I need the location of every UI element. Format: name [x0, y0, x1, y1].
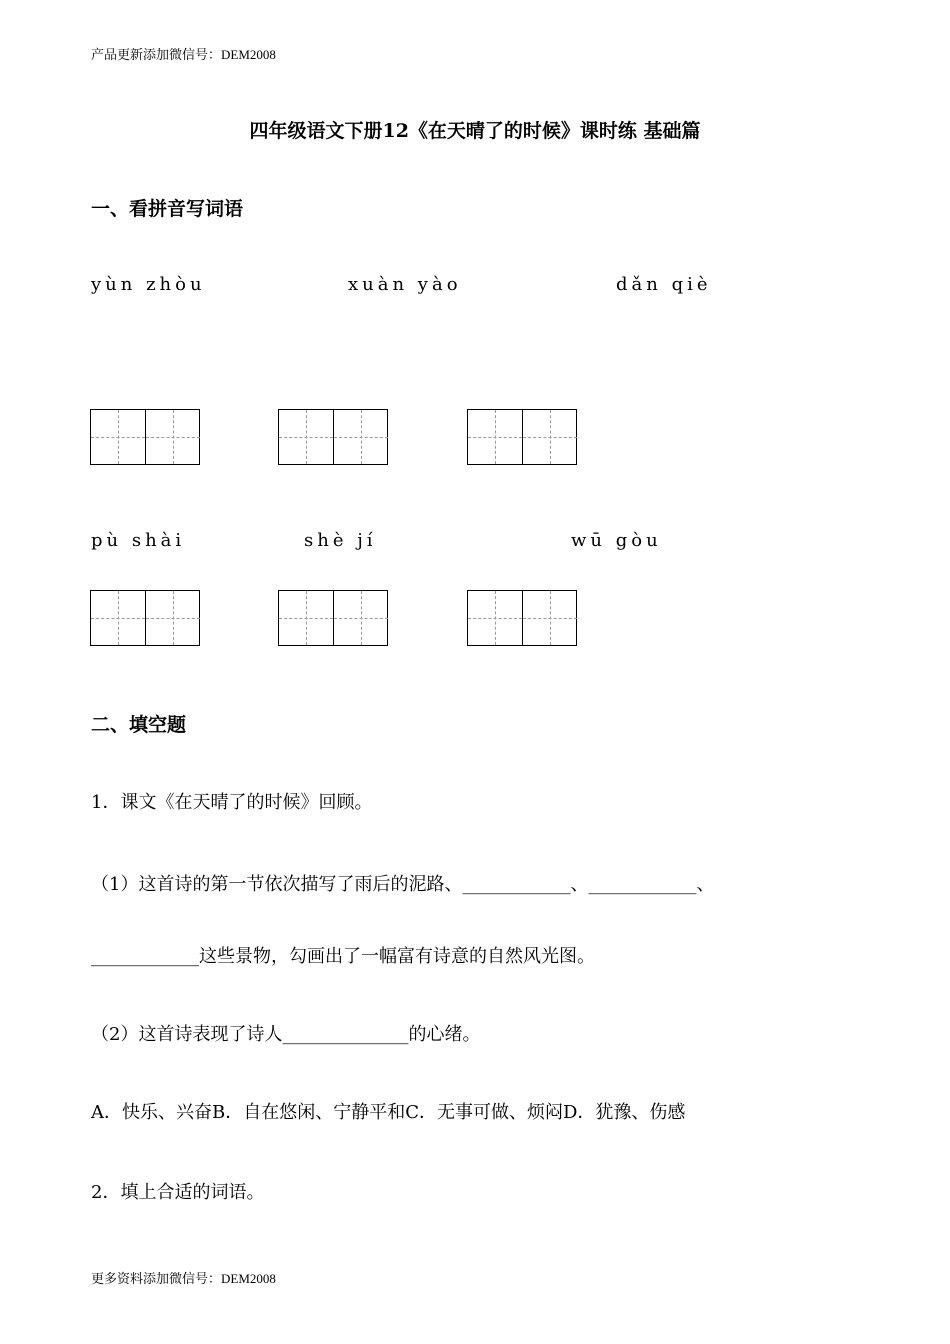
writing-grid[interactable]: [467, 590, 577, 646]
pinyin-sheji: shè jí: [304, 530, 377, 551]
pinyin-yunzhou: yùn zhòu: [91, 274, 206, 295]
pinyin-xuanyao: xuàn yào: [348, 274, 462, 295]
page-header: 产品更新添加微信号：DEM2008: [91, 47, 276, 62]
writing-grid[interactable]: [278, 590, 388, 646]
pinyin-pushai: pù shài: [91, 530, 186, 551]
section-1-heading: 一、看拼音写词语: [91, 198, 244, 220]
writing-grid[interactable]: [278, 409, 388, 465]
answer-options: A．快乐、兴奋B．自在悠闲、宁静平和C．无事可做、烦闷D．犹豫、伤感: [91, 1102, 686, 1123]
writing-grid[interactable]: [90, 590, 200, 646]
section-2-heading: 二、填空题: [91, 714, 187, 736]
question-1-2: （2）这首诗表现了诗人______________的心绪。: [91, 1024, 481, 1045]
writing-grid[interactable]: [467, 409, 577, 465]
pinyin-danqie: dǎn qiè: [616, 274, 712, 295]
pinyin-wugou: wū gòu: [571, 530, 662, 551]
page-title: 四年级语文下册12《在天晴了的时候》课时练 基础篇: [249, 120, 701, 142]
question-1-1-line2: ____________这些景物，勾画出了一幅富有诗意的自然风光图。: [91, 946, 595, 967]
question-1: 1．课文《在天晴了的时候》回顾。: [91, 792, 373, 813]
question-1-1-line1: （1）这首诗的第一节依次描写了雨后的泥路、____________、____________、: [91, 874, 715, 895]
writing-grid[interactable]: [90, 409, 200, 465]
question-2: 2．填上合适的词语。: [91, 1182, 265, 1203]
page-footer: 更多资料添加微信号：DEM2008: [91, 1271, 276, 1286]
